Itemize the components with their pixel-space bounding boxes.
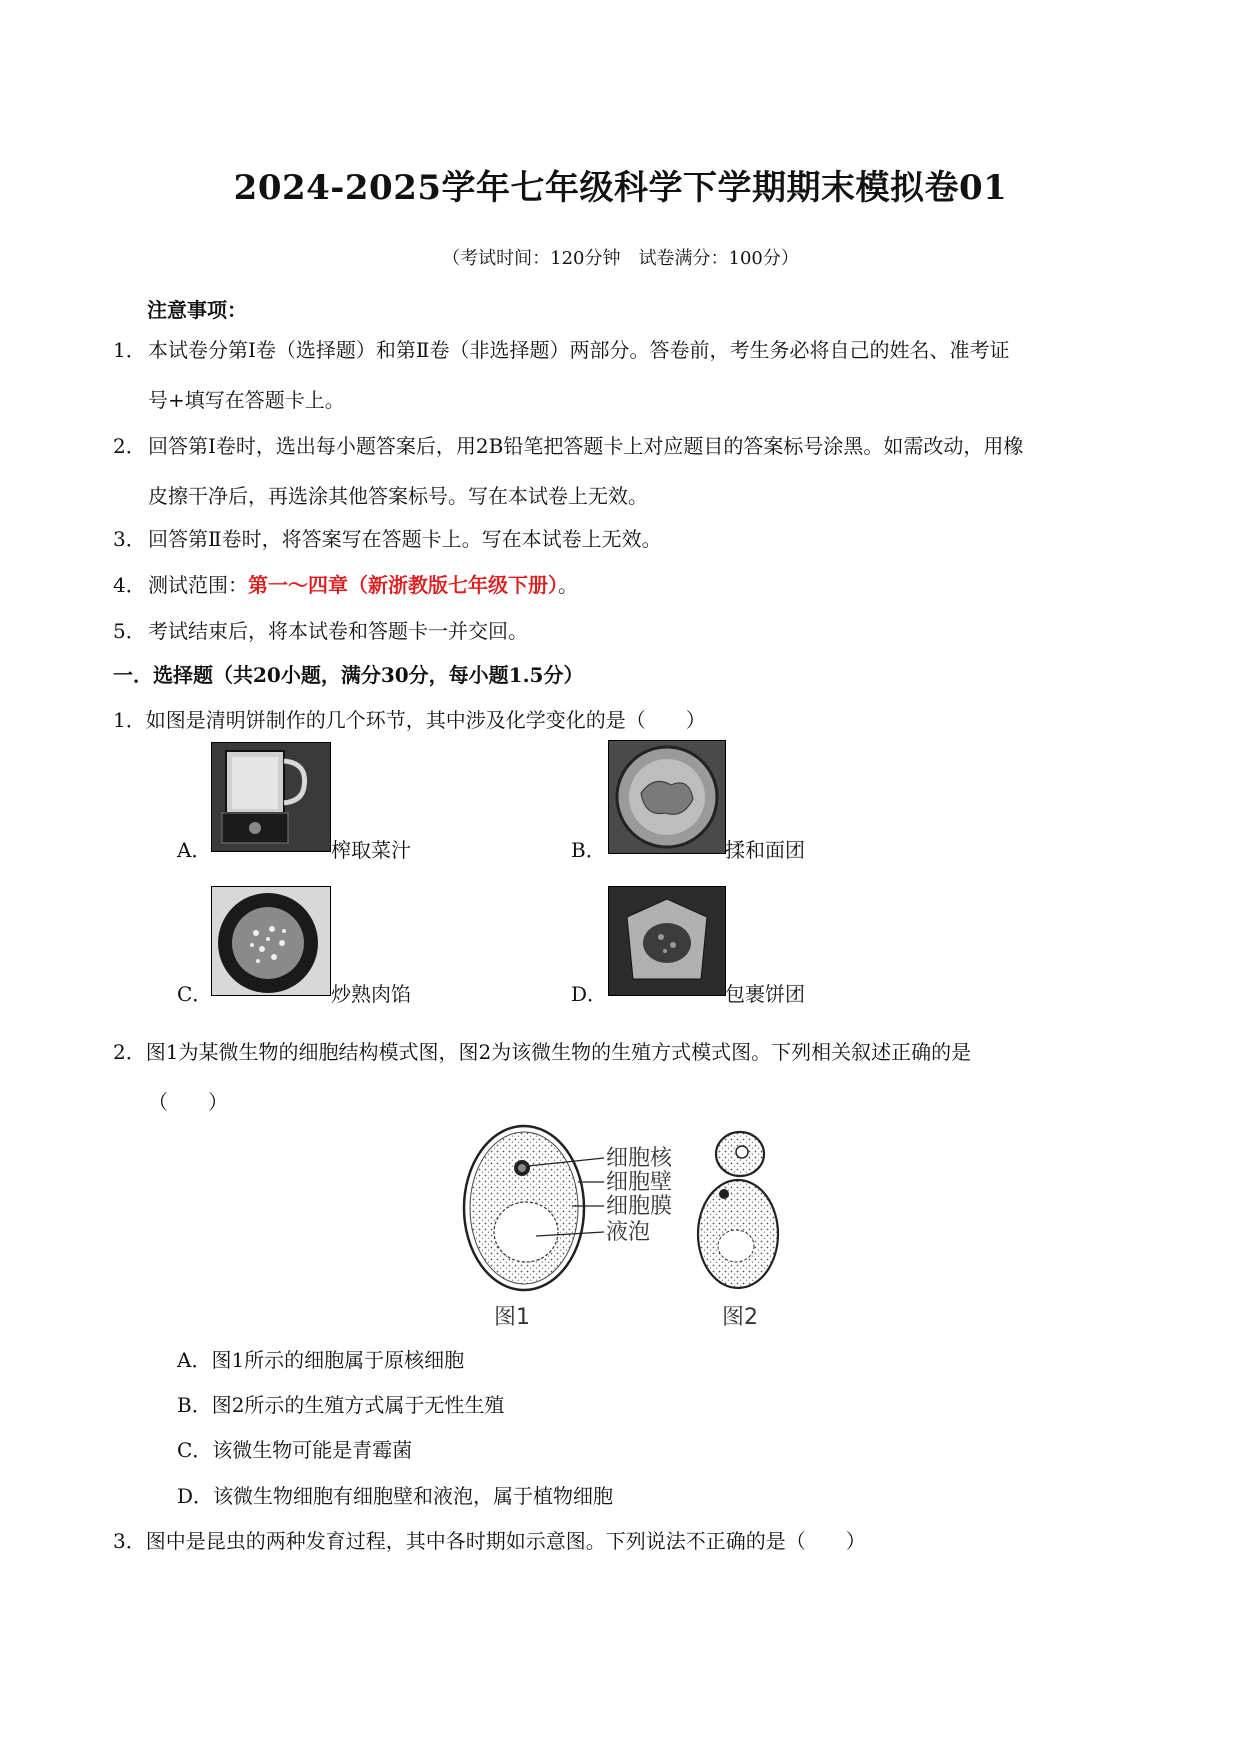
notice-item-2-line1: 回答第Ⅰ卷时，选出每小题答案后，用2B铅笔把答题卡上对应题目的答案标号涂黑。如需改动，用橡	[148, 434, 1024, 458]
notice-item-4-line1	[148, 569, 578, 598]
notice-item-3-line1: 回答第Ⅱ卷时，将答案写在答题卡上。写在本试卷上无效。	[148, 527, 662, 551]
notice-item-2-line2: 皮擦干净后，再选涂其他答案标号。写在本试卷上无效。	[148, 484, 648, 508]
test-scope-value: 第一～四章（新浙教版七年级下册）	[248, 573, 558, 597]
notice-item-2-num: 2．	[113, 434, 146, 458]
notice-item-1-num: 1．	[113, 338, 146, 362]
notice-item-5-line1: 考试结束后，将本试卷和答题卡一并交回。	[148, 619, 528, 643]
q2-option-d: D．该微生物细胞有细胞壁和液泡，属于植物细胞	[177, 1484, 614, 1508]
q2-option-a: A．图1所示的细胞属于原核细胞	[177, 1348, 465, 1372]
label-cell-membrane: 细胞膜	[606, 1194, 673, 1219]
vacuole-shape	[494, 1202, 558, 1262]
q2-stem-line2: （ ）	[148, 1090, 228, 1114]
page-title: 2024-2025学年七年级科学下学期期末模拟卷01	[233, 168, 1008, 208]
label-cell-wall: 细胞壁	[606, 1170, 673, 1195]
test-scope-label: 测试范围：	[148, 573, 248, 597]
notice-item-4-num: 4．	[113, 573, 146, 597]
q2-option-b: B．图2所示的生殖方式属于无性生殖	[177, 1393, 505, 1417]
notice-heading: 注意事项：	[147, 298, 247, 322]
q1-option-b-text: 揉和面团	[725, 838, 805, 862]
q3-stem: 3．图中是昆虫的两种发育过程，其中各时期如示意图。下列说法不正确的是（ ）	[113, 1529, 866, 1553]
q1-option-c-letter: C．	[177, 982, 213, 1006]
notice-item-1-line1: 本试卷分第Ⅰ卷（选择题）和第Ⅱ卷（非选择题）两部分。答卷前，考生务必将自己的姓名、准考证	[148, 338, 1010, 362]
label-vacuole: 液泡	[606, 1220, 651, 1245]
wrapping-image	[608, 886, 726, 996]
exam-info: （考试时间：120分钟 试卷满分：100分）	[442, 248, 799, 269]
q2-stem-line1: 2．图1为某微生物的细胞结构模式图，图2为该微生物的生殖方式模式图。下列相关叙述正确的是	[113, 1040, 972, 1064]
figure-1-caption: 图1	[494, 1305, 530, 1330]
frying-pan-image	[211, 886, 331, 996]
label-nucleus: 细胞核	[606, 1146, 673, 1171]
q1-stem: 1．如图是清明饼制作的几个环节，其中涉及化学变化的是（ ）	[113, 708, 706, 732]
blender-image	[211, 742, 331, 852]
section-heading: 一．选择题（共20小题，满分30分，每小题1.5分）	[113, 663, 584, 687]
notice-item-5-num: 5．	[113, 619, 146, 643]
q1-option-a-text: 榨取菜汁	[331, 838, 411, 862]
q1-option-b-letter: B．	[571, 838, 606, 862]
q1-option-d-letter: D．	[571, 982, 608, 1006]
test-scope-suffix: 。	[558, 573, 578, 597]
dough-bowl-image	[608, 740, 726, 854]
notice-item-3-num: 3．	[113, 527, 146, 551]
figure-2-caption: 图2	[722, 1305, 758, 1330]
q1-option-d-text: 包裹饼团	[725, 982, 805, 1006]
yeast-figure	[460, 1120, 820, 1332]
q1-option-a-letter: A．	[177, 838, 212, 862]
notice-item-1-line2: 号+填写在答题卡上。	[148, 388, 345, 412]
q2-option-c: C．该微生物可能是青霉菌	[177, 1438, 413, 1462]
q1-option-c-text: 炒熟肉馅	[331, 982, 411, 1006]
